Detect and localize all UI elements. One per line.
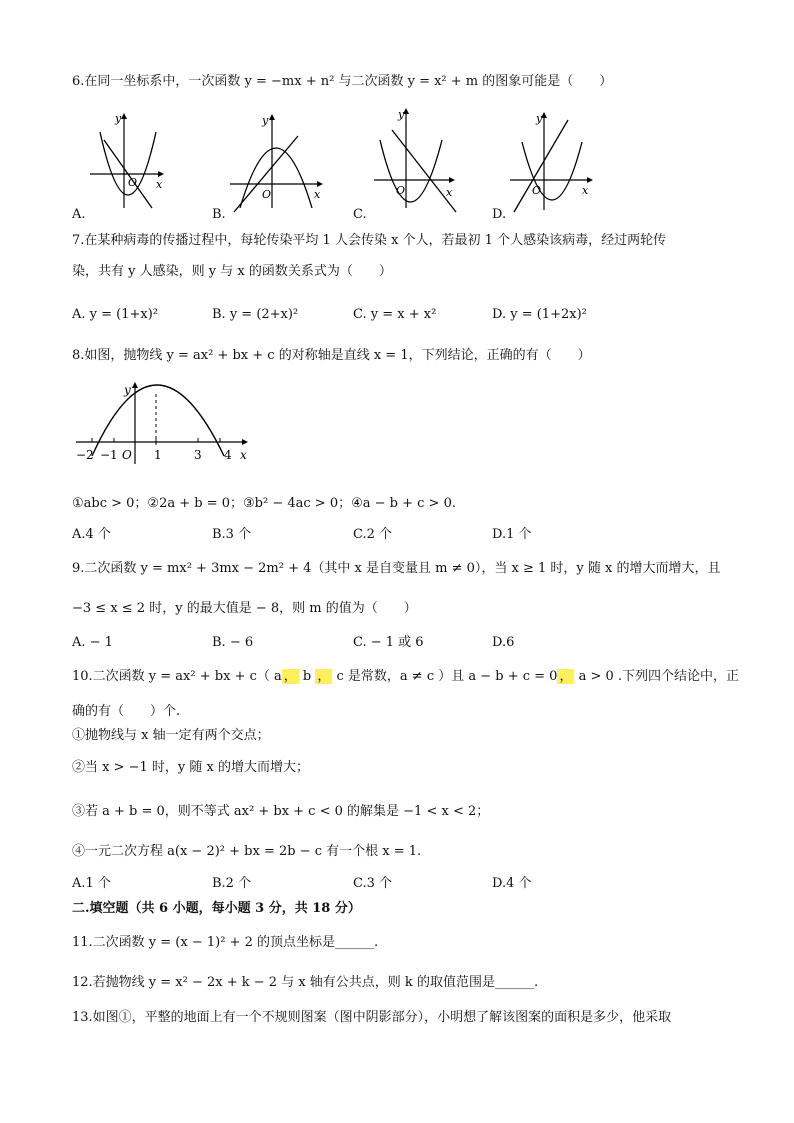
q10-highlight-comma: ， <box>559 669 573 684</box>
q7-stem-2: 染，共有 y 人感染，则 y 与 x 的函数关系式为（ ） <box>72 264 392 279</box>
q6-graph-d <box>506 108 598 213</box>
q10-stem-part: 10.二次函数 y = ax² + bx + c（ a <box>72 669 282 684</box>
q10-option-a: A.1 个 <box>72 876 111 891</box>
q6-label-b: B. <box>212 207 226 222</box>
q10-conclusion-2: ②当 x > −1 时，y 随 x 的增大而增大； <box>72 760 309 775</box>
svg-text:O: O <box>128 176 138 189</box>
q10-stem-part: b <box>298 669 316 684</box>
q9-option-c: C. − 1 或 6 <box>353 635 424 650</box>
q10-highlight-comma: ， <box>283 669 297 684</box>
q8-option-a: A.4 个 <box>72 527 111 542</box>
svg-text:y: y <box>536 112 543 125</box>
q6-graph-b <box>228 108 328 213</box>
q9-option-b: B. − 6 <box>212 635 254 650</box>
q6-label-d: D. <box>492 207 507 222</box>
svg-text:y: y <box>124 383 131 397</box>
q8-option-b: B.3 个 <box>212 527 252 542</box>
q6-graph-a <box>88 108 168 213</box>
svg-text:O: O <box>532 184 542 197</box>
q10-stem-part: c 是常数，a ≠ c ）且 a − b + c = 0 <box>332 669 558 684</box>
q10-option-d: D.4 个 <box>492 876 532 891</box>
q9-option-a: A. − 1 <box>72 635 113 650</box>
q8-statements: ①abc > 0；②2a + b = 0；③b² − 4ac > 0；④a − b + c > 0. <box>72 496 456 511</box>
q10-option-c: C.3 个 <box>353 876 393 891</box>
q8-option-c: C.2 个 <box>353 527 393 542</box>
svg-text:−2: −2 <box>76 448 94 462</box>
q11-stem: 11.二次函数 y = (x − 1)² + 2 的顶点坐标是______. <box>72 935 379 950</box>
q10-conclusion-1: ①抛物线与 x 轴一定有两个交点； <box>72 728 270 743</box>
q9-option-d: D.6 <box>492 635 515 650</box>
q13-stem: 13.如图①，平整的地面上有一个不规则图案（图中阴影部分），小明想了解该图案的面积是多少，他采取 <box>72 1010 672 1025</box>
q6-graph-c <box>370 104 460 214</box>
q10-stem-2: 确的有（ ）个. <box>72 704 181 719</box>
q8-stem: 8.如图，抛物线 y = ax² + bx + c 的对称轴是直线 x = 1，下列结论，正确的有（ ） <box>72 348 591 363</box>
q6-label-a: A. <box>72 207 86 222</box>
q10-highlight-comma: ， <box>317 669 331 684</box>
q9-stem-2: −3 ≤ x ≤ 2 时，y 的最大值是 − 8，则 m 的值为（ ） <box>72 601 417 616</box>
q10-option-b: B.2 个 <box>212 876 252 891</box>
svg-text:O: O <box>396 184 406 197</box>
svg-text:y: y <box>262 114 269 127</box>
svg-text:x: x <box>582 184 589 197</box>
svg-text:O: O <box>262 188 272 201</box>
q10-conclusion-3: ③若 a + b = 0，则不等式 ax² + bx + c < 0 的解集是 −1 < x < 2； <box>72 804 490 819</box>
q7-stem-1: 7.在某种病毒的传播过程中，每轮传染平均 1 人会传染 x 个人，若最初 1 个人感染该病毒，经过两轮传 <box>72 233 667 248</box>
q10-stem-1 <box>72 669 739 685</box>
q8-parabola-graph <box>72 380 262 465</box>
q7-option-d: D. y = (1+2x)² <box>492 307 587 322</box>
svg-text:x: x <box>156 178 163 191</box>
svg-text:x: x <box>314 188 321 201</box>
q10-stem-part: a > 0 .下列四个结论中，正 <box>574 669 740 684</box>
section-heading: 二.填空题（共 6 小题，每小题 3 分，共 18 分） <box>72 901 361 916</box>
q10-conclusion-4: ④一元二次方程 a(x − 2)² + bx = 2b − c 有一个根 x = 1. <box>72 844 422 859</box>
svg-text:x: x <box>446 186 453 199</box>
q8-option-d: D.1 个 <box>492 527 532 542</box>
q7-option-a: A. y = (1+x)² <box>72 307 159 322</box>
svg-text:O: O <box>122 448 132 462</box>
svg-text:4: 4 <box>224 448 232 462</box>
q7-option-b: B. y = (2+x)² <box>212 307 299 322</box>
svg-text:y: y <box>398 108 405 121</box>
q6-stem: 6.在同一坐标系中，一次函数 y = −mx + n² 与二次函数 y = x² + m 的图象可能是（ ） <box>72 74 613 89</box>
svg-text:3: 3 <box>194 448 202 462</box>
svg-text:1: 1 <box>154 448 162 462</box>
q9-stem-1: 9.二次函数 y = mx² + 3mx − 2m² + 4（其中 x 是自变量且 m ≠ 0），当 x ≥ 1 时，y 随 x 的增大而增大，且 <box>72 561 721 576</box>
q12-stem: 12.若抛物线 y = x² − 2x + k − 2 与 x 轴有公共点，则 k 的取值范围是______. <box>72 975 539 990</box>
q6-label-c: C. <box>353 207 367 222</box>
svg-text:y: y <box>115 112 122 125</box>
q7-option-c: C. y = x + x² <box>353 307 437 322</box>
svg-text:−1: −1 <box>100 448 118 462</box>
svg-text:x: x <box>240 448 247 462</box>
